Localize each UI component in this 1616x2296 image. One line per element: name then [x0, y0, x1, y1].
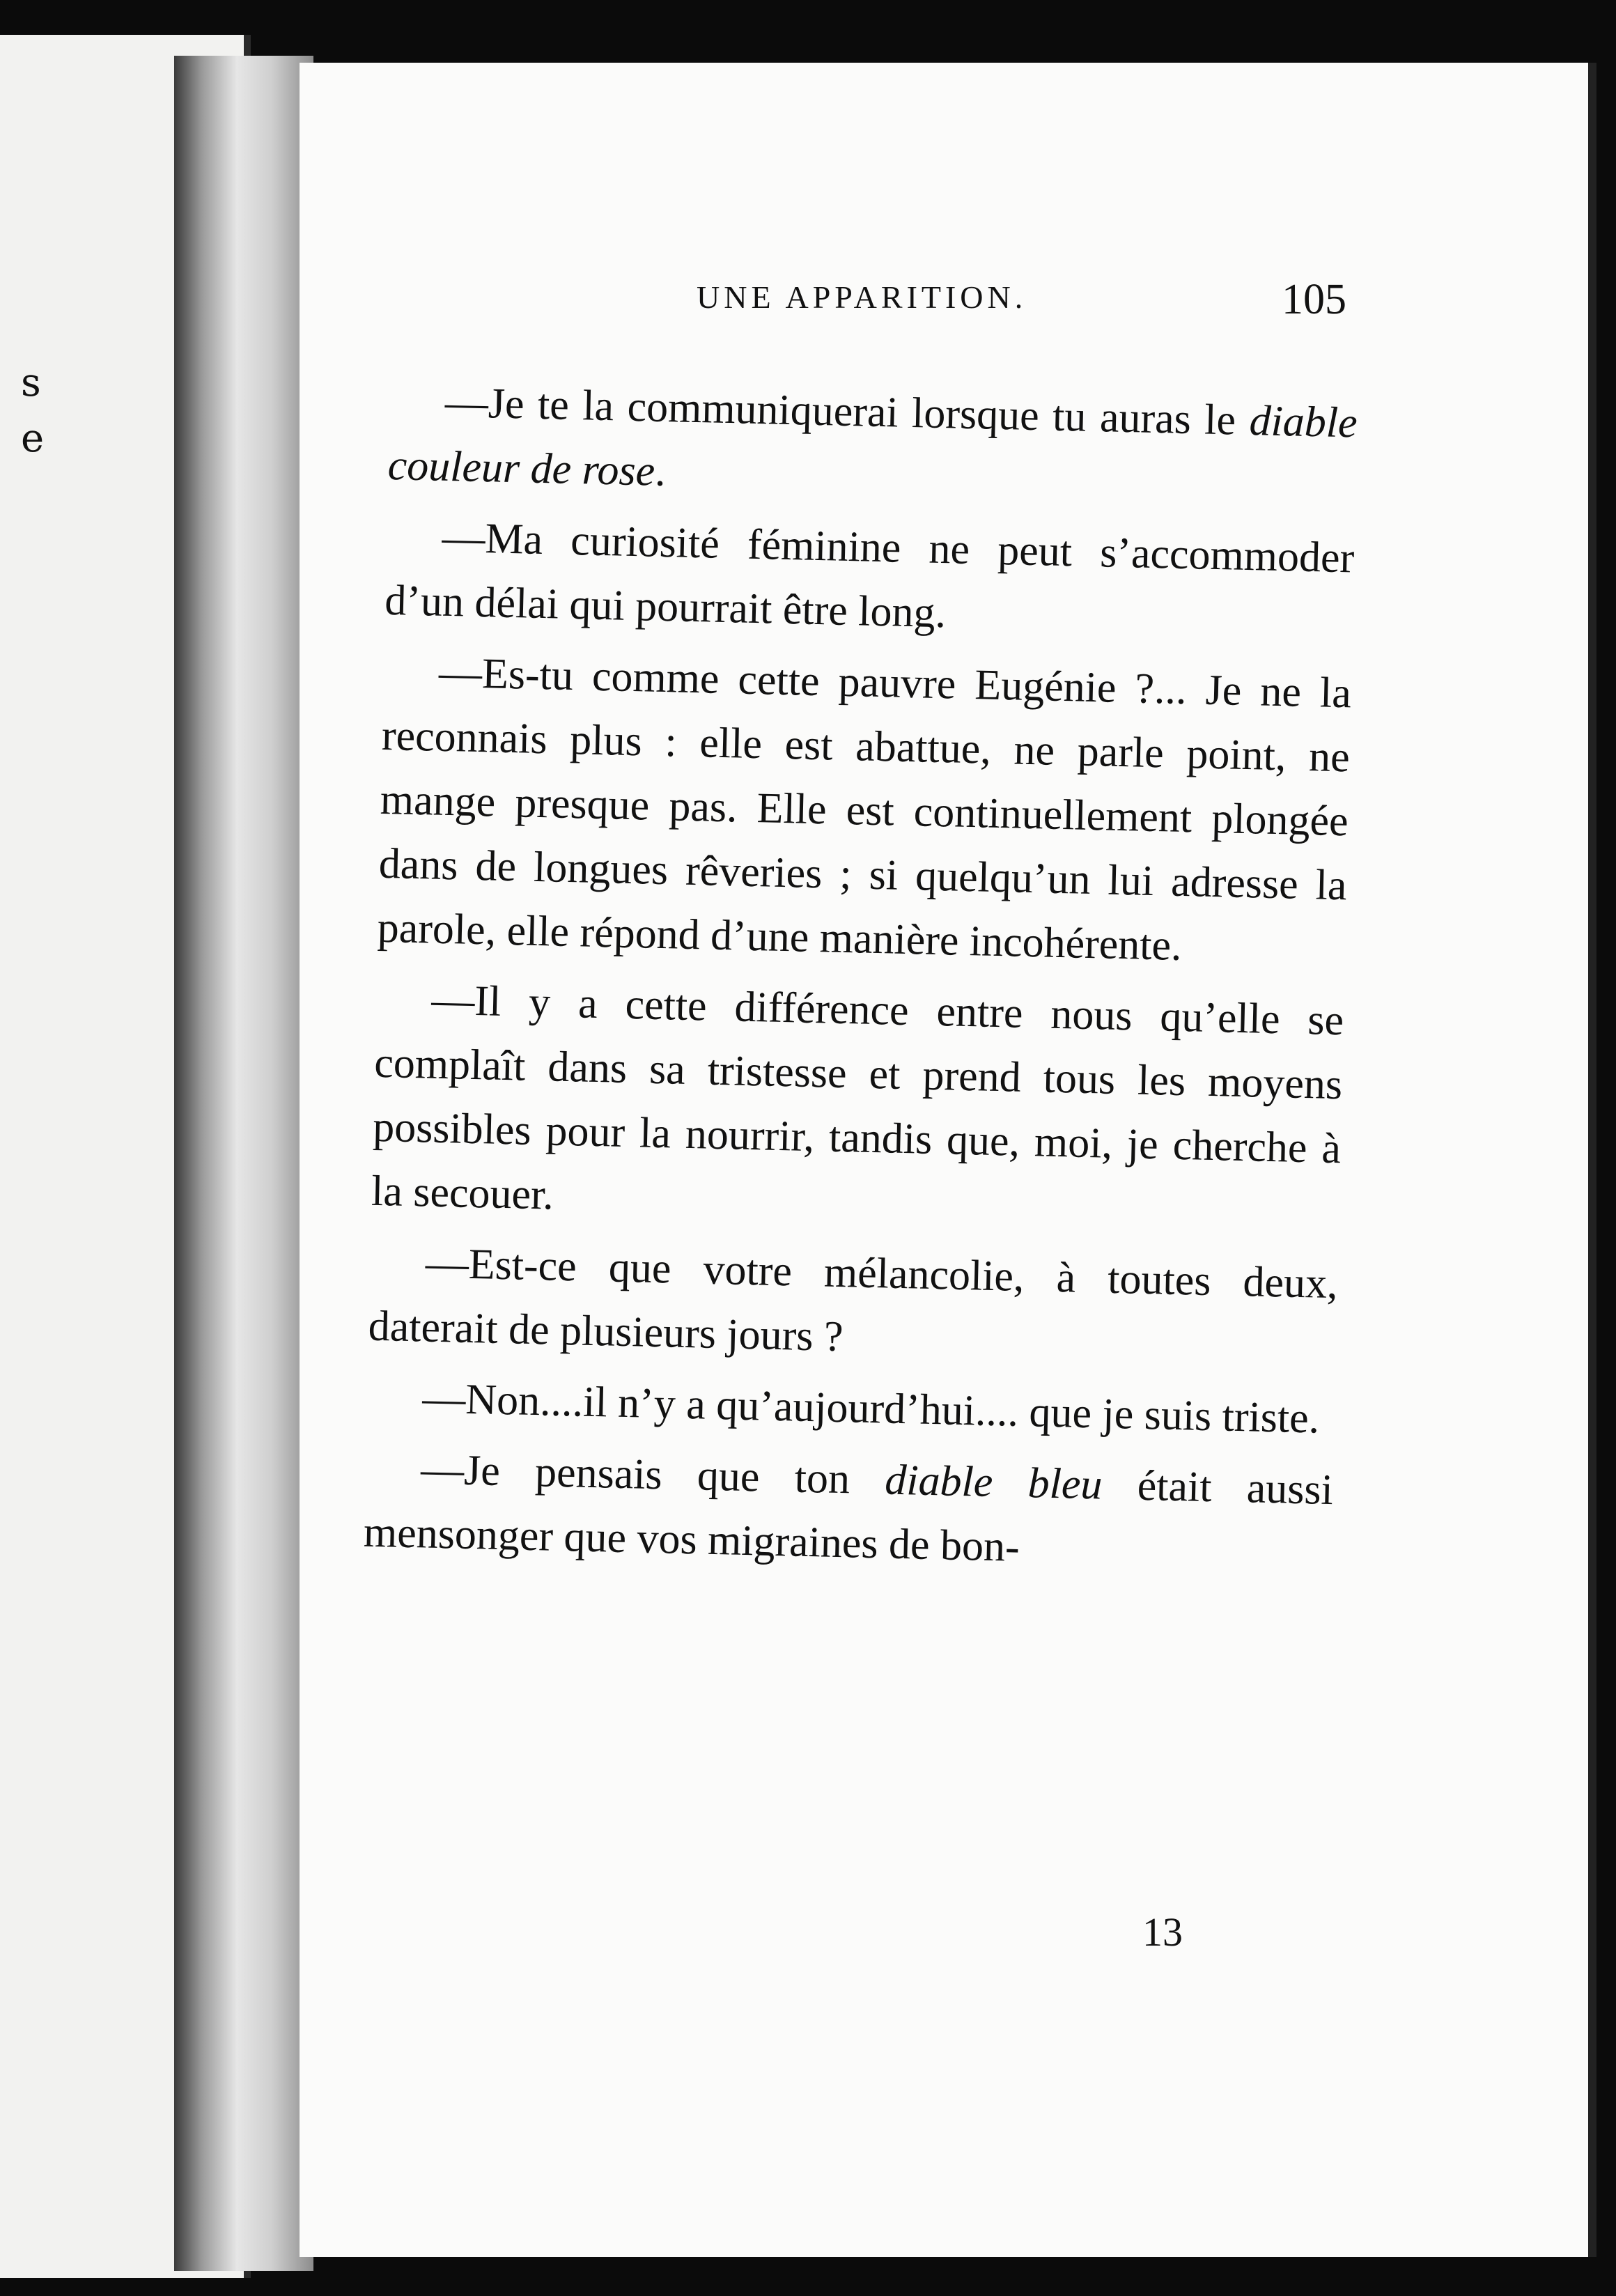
paragraph	[363, 1436, 1334, 1586]
left-page-edge-text	[21, 355, 44, 467]
paragraph-text: .	[654, 447, 667, 496]
paragraph: —Es-tu comme cette pauvre Eugénie ?... Je ne la reconnais plus : elle est abattue, ne parle point, ne mange presque pas. Elle est continuellement plongée dans de longues rêveries ; si quelqu’un lui adresse la parole, elle répond d’une manière incohérente.	[377, 649, 1352, 970]
paragraph: —Il y a cette différence entre nous qu’elle se complaît dans sa tristesse et prend tous les moyens possibles pour la nourrir, tandis que, moi, je cherche à la secouer.	[371, 976, 1344, 1219]
page-number: 105	[1282, 276, 1346, 323]
signature-mark: 13	[1142, 1909, 1183, 1955]
left-edge-letter: s	[21, 360, 41, 405]
paragraph	[387, 369, 1358, 519]
running-head: UNE APPARITION.	[697, 279, 1027, 315]
body-text	[363, 369, 1358, 1593]
paragraph-text: —Je pensais que ton	[420, 1445, 886, 1504]
paragraph: —Ma curiosité féminine ne peut s’accommoder d’un délai qui pourrait être long.	[384, 513, 1355, 637]
italic-phrase: diable bleu	[884, 1456, 1103, 1509]
paragraph-text: était aussi mensonger que vos migraines de bon-	[363, 1461, 1334, 1571]
left-edge-letter: e	[21, 416, 45, 461]
italic-phrase: diable couleur de rose	[387, 397, 1358, 495]
paragraph: —Non....il n’y a qu’aujourd’hui.... que je suis triste.	[421, 1374, 1320, 1443]
book-gutter	[174, 56, 313, 2271]
paragraph-text: —Je te la communiquerai lorsque tu auras le	[444, 378, 1250, 444]
paragraph: —Est-ce que votre mélancolie, à toutes deux, daterait de plusieurs jours ?	[368, 1239, 1339, 1361]
